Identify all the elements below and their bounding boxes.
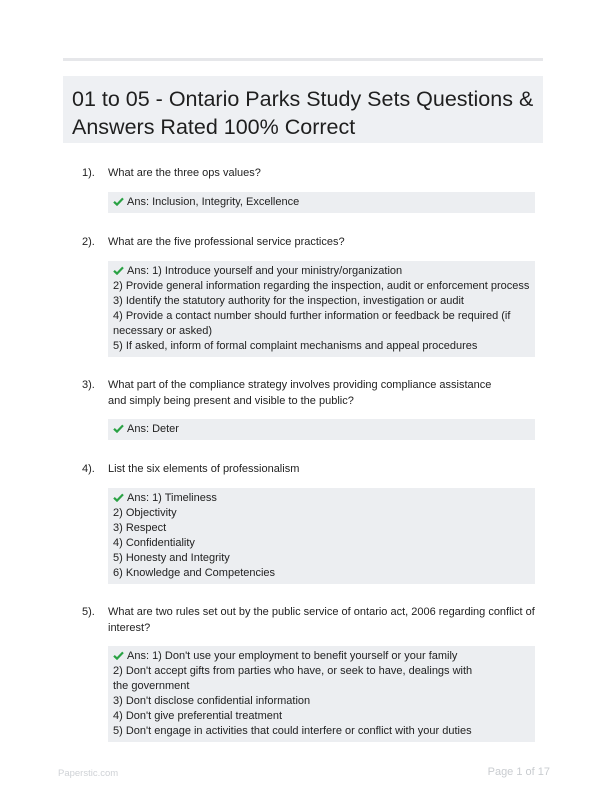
answer-line: 4) Confidentiality — [113, 536, 195, 549]
answer-line: 2) Provide general information regarding the inspection, audit or enforcement process — [113, 279, 530, 292]
answer-box — [108, 261, 535, 357]
answer-line: 4) Provide a contact number should further information or feedback be required (if — [113, 309, 511, 322]
answer-line: Ans: 1) Don't use your employment to benefit yourself or your family — [113, 649, 529, 664]
answer-line: 3) Respect — [113, 521, 167, 534]
answer-line: 6) Knowledge and Competencies — [113, 566, 276, 579]
top-divider — [63, 58, 543, 61]
check-icon — [113, 266, 124, 275]
question-text: List the six elements of professionalism — [108, 463, 300, 475]
answer-line: 2) Don't accept gifts from parties who have, or seek to have, dealings with — [113, 665, 473, 677]
answer-line: Ans: Deter — [113, 422, 529, 437]
question-number: 4). — [82, 463, 95, 475]
answer-line: 3) Identify the statutory authority for the inspection, investigation or audit — [113, 294, 464, 307]
question-number: 2). — [82, 236, 95, 248]
question-block-1 — [82, 166, 537, 213]
question-block-4 — [82, 462, 537, 584]
check-icon — [113, 493, 124, 502]
document-title: 01 to 05 - Ontario Parks Study Sets Questions & Answers Rated 100% Correct — [72, 87, 534, 139]
answer-box — [108, 192, 535, 213]
question-block-3 — [82, 378, 537, 440]
question-block-2 — [82, 235, 537, 357]
question-number: 1). — [82, 167, 95, 179]
answer-box — [108, 419, 535, 440]
answer-line: Ans: Inclusion, Integrity, Excellence — [113, 195, 529, 210]
question-text: What are the three ops values? — [108, 167, 261, 179]
question-number: 3). — [82, 379, 95, 391]
answer-box — [108, 646, 535, 742]
question-text: What part of the compliance strategy involves providing compliance assistance and simply being present and visible to the public? — [108, 379, 492, 407]
answer-line: Ans: 1) Timeliness — [113, 491, 529, 506]
answer-line: 5) Honesty and Integrity — [113, 551, 230, 564]
question-text: What are two rules set out by the public service of ontario act, 2006 regarding conflict of interest? — [108, 606, 535, 634]
answer-line: 4) Don't give preferential treatment — [113, 710, 283, 722]
question-block-5 — [82, 605, 537, 742]
answer-line: the government — [113, 680, 190, 692]
check-icon — [113, 424, 124, 433]
answer-line: 5) Don't engage in activities that could interfere or conflict with your duties — [113, 725, 472, 737]
check-icon — [113, 197, 124, 206]
check-icon — [113, 651, 124, 660]
answer-line: 5) If asked, inform of formal complaint mechanisms and appeal procedures — [113, 339, 478, 352]
page-indicator: Page 1 of 17 — [487, 766, 550, 778]
answer-line: necessary or asked) — [113, 324, 213, 337]
title-box — [63, 76, 543, 143]
question-number: 5). — [82, 606, 95, 618]
question-text: What are the five professional service practices? — [108, 236, 345, 248]
answer-line: Ans: 1) Introduce yourself and your ministry/organization — [113, 264, 529, 279]
answer-box — [108, 488, 535, 584]
footer-site-watermark: Paperstic.com — [58, 768, 119, 779]
answer-line: 3) Don't disclose confidential information — [113, 695, 311, 707]
answer-line: 2) Objectivity — [113, 506, 177, 519]
